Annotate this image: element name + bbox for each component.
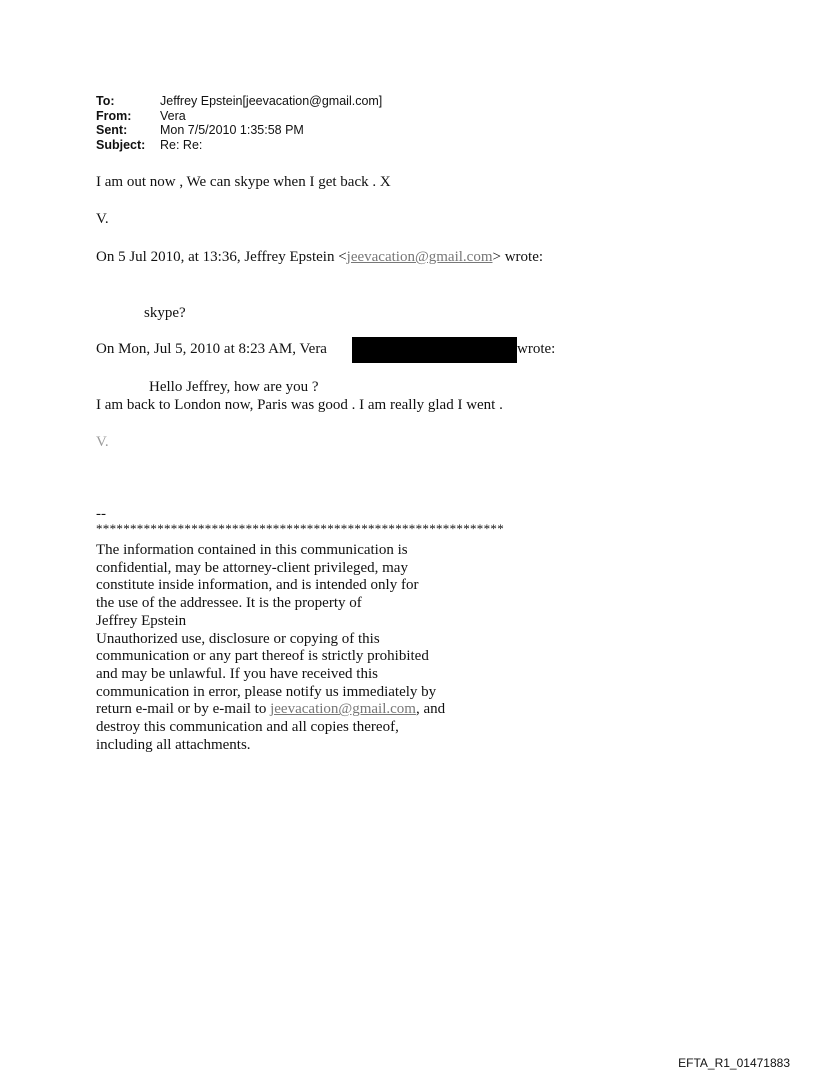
- reply-signature: V.: [96, 211, 109, 227]
- quote-header-1: [96, 249, 543, 266]
- subject-value: Re: Re:: [160, 137, 203, 152]
- quote-header-2-suffix: wrote:: [517, 341, 556, 357]
- disclaimer-line: destroy this communication and all copies thereof,: [96, 719, 399, 736]
- back-line: I am back to London now, Paris was good . I am really glad I went .: [96, 397, 503, 413]
- disclaimer-line: Jeffrey Epstein: [96, 612, 187, 629]
- redaction-box: [352, 337, 517, 363]
- sent-label: Sent:: [96, 123, 128, 137]
- quote-header-1-prefix: On 5 Jul 2010, at 13:36, Jeffrey Epstein <: [96, 249, 347, 265]
- document-id: EFTA_R1_01471883: [678, 1056, 790, 1070]
- from-row: [96, 109, 382, 124]
- skype-line: skype?: [144, 305, 186, 321]
- disclaimer-line: communication in error, please notify us immediately by: [96, 683, 437, 700]
- disclaimer-block: [96, 542, 445, 754]
- return-suffix: , and: [415, 701, 446, 718]
- disclaimer-email-link[interactable]: jeevacation@gmail.com: [270, 701, 416, 718]
- to-row: [96, 94, 382, 109]
- reply-line: I am out now , We can skype when I get back . X: [96, 174, 391, 190]
- disclaimer-line: The information contained in this communication is: [96, 542, 408, 558]
- to-label: To:: [96, 94, 115, 108]
- disclaimer-line: confidential, may be attorney-client privileged, may: [96, 559, 408, 576]
- from-value: Vera: [160, 108, 186, 123]
- greeting-line: Hello Jeffrey, how are you ?: [149, 379, 319, 395]
- return-prefix: return e-mail or by e-mail to: [96, 701, 271, 718]
- to-value: Jeffrey Epstein[jeevacation@gmail.com]: [160, 94, 383, 108]
- disclaimer-return-line: [96, 701, 445, 719]
- disclaimer-line: the use of the addressee. It is the property of: [96, 595, 362, 612]
- subject-label: Subject:: [96, 137, 146, 152]
- email-header: [96, 94, 382, 152]
- quoted-signature: V.: [96, 434, 109, 450]
- sent-row: [96, 123, 382, 138]
- disclaimer-line: Unauthorized use, disclosure or copying of this: [96, 630, 380, 647]
- quote-header-1-suffix: > wrote:: [492, 249, 544, 265]
- stars-divider: ************************************************************: [96, 521, 504, 536]
- signature-dashes: --: [96, 506, 106, 522]
- subject-row: [96, 138, 382, 153]
- quote-header-2-prefix: On Mon, Jul 5, 2010 at 8:23 AM, Vera: [96, 341, 327, 357]
- email-link[interactable]: jeevacation@gmail.com: [346, 249, 493, 265]
- disclaimer-line: and may be unlawful. If you have received this: [96, 665, 378, 682]
- disclaimer-line: including all attachments.: [96, 736, 251, 753]
- from-label: From:: [96, 108, 132, 123]
- sent-value: Mon 7/5/2010 1:35:58 PM: [160, 123, 304, 137]
- disclaimer-line: communication or any part thereof is strictly prohibited: [96, 648, 429, 665]
- disclaimer-line: constitute inside information, and is intended only for: [96, 577, 419, 594]
